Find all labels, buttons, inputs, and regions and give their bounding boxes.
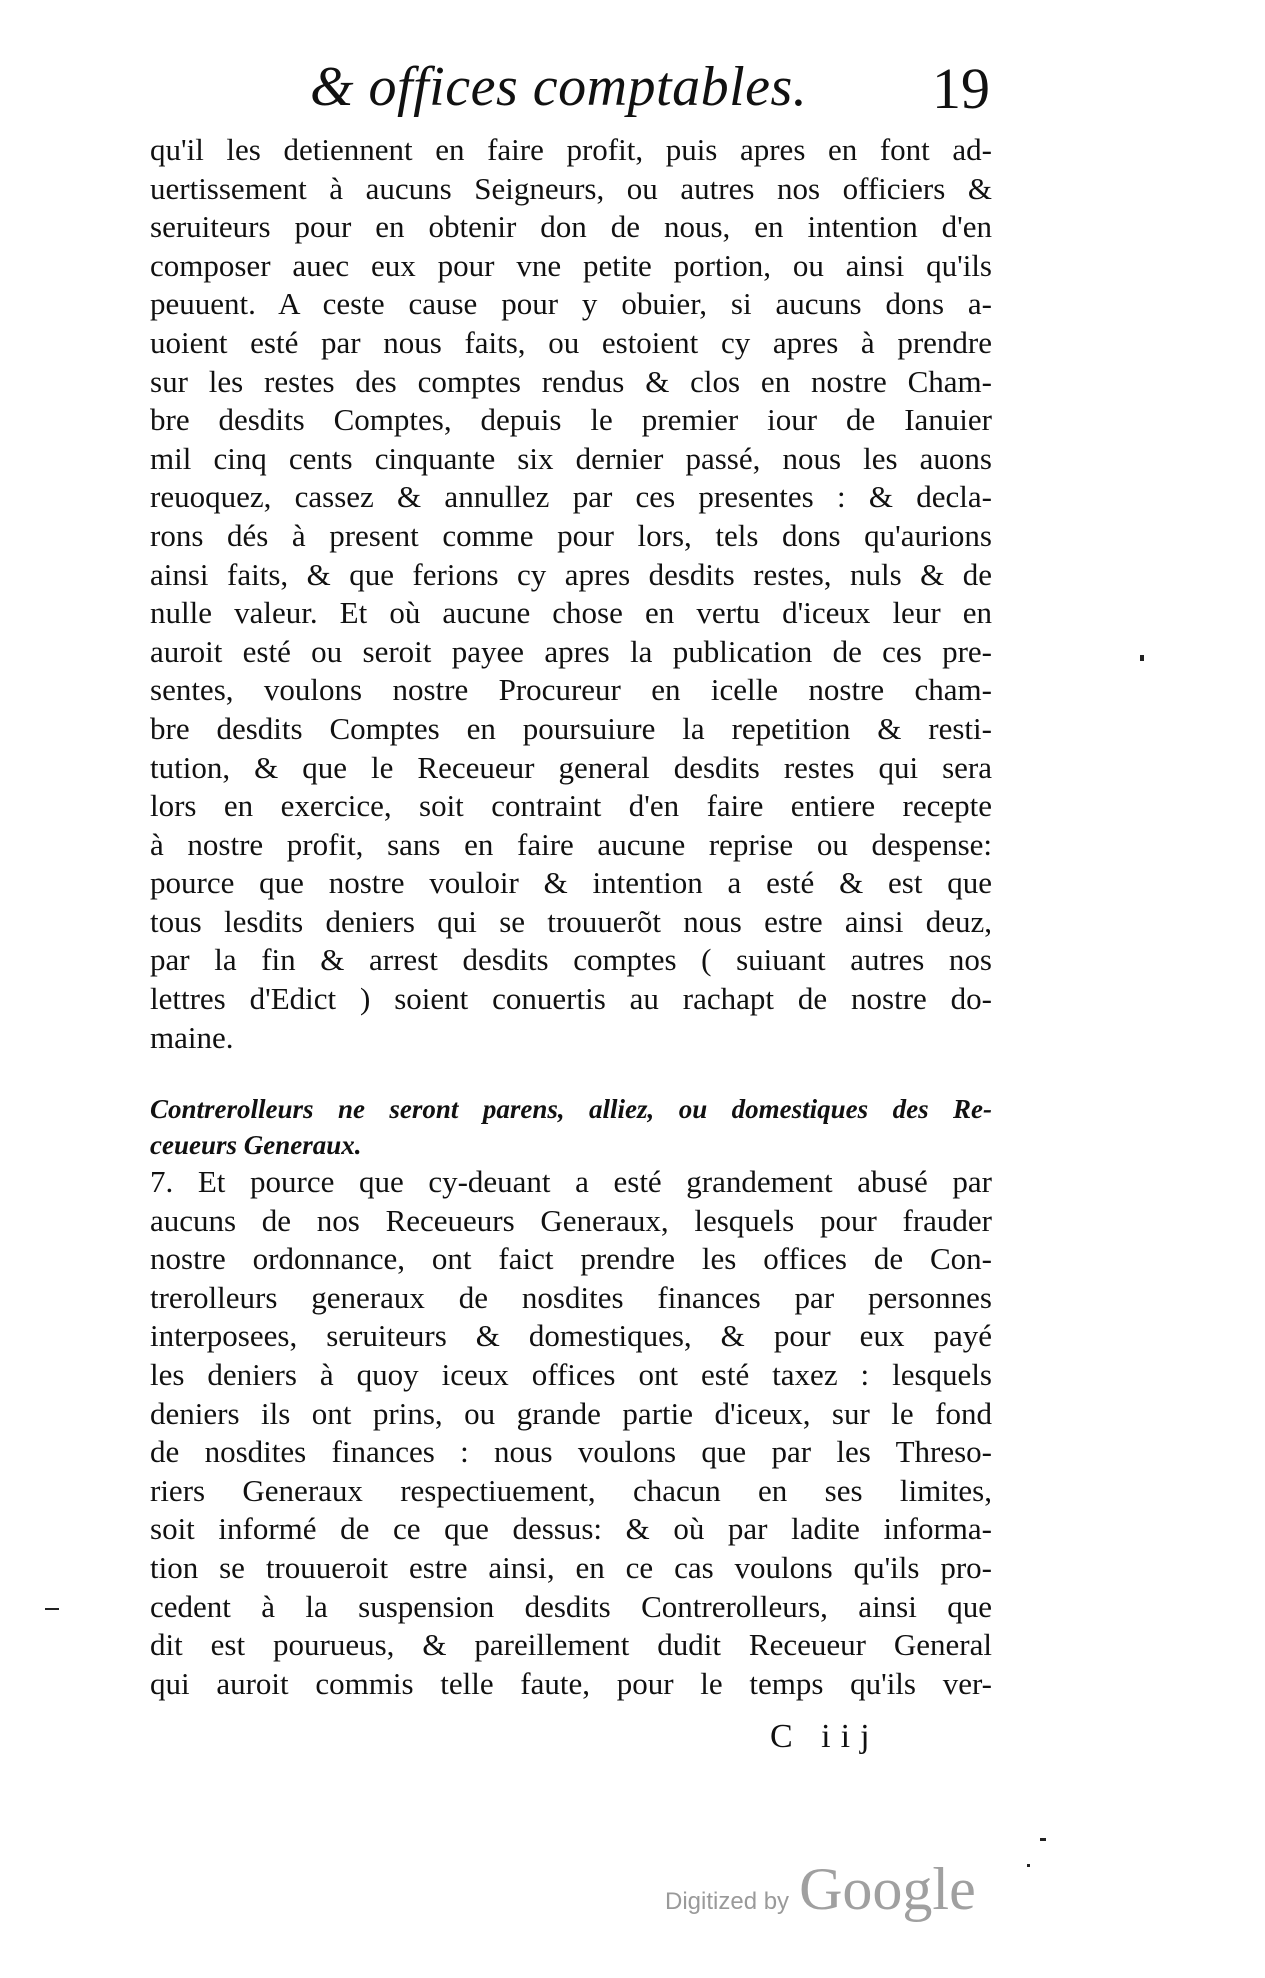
text-line: uoient esté par nous faits, ou estoient cy apres à prendre (150, 324, 992, 360)
text-line: pource que nostre vouloir & intention a esté & est que (150, 865, 992, 901)
scan-speck (1140, 655, 1144, 661)
text-line: dit est pourueus, & pareillement dudit Receueur General (150, 1627, 992, 1663)
text-line: maine. (150, 1019, 234, 1055)
heading-line: ceueurs Generaux. (150, 1130, 362, 1160)
text-line: tous lesdits deniers qui se trouuerõt nous estre ainsi deuz, (150, 903, 992, 939)
text-line: qu'il les detiennent en faire profit, puis apres en font ad- (150, 132, 992, 167)
heading-line: Contrerolleurs ne seront parens, alliez, ou domestiques des Re- (150, 1094, 992, 1124)
text-line: lettres d'Edict ) soient conuertis au rachapt de nostre do- (150, 981, 992, 1017)
text-line: auroit esté ou seroit payee apres la publication de ces pre- (150, 633, 992, 669)
running-title: & offices comptables. (310, 56, 808, 118)
text-line: 7. Et pource que cy-deuant a esté grandement abusé par (150, 1164, 992, 1199)
text-line: sentes, voulons nostre Procureur en icelle nostre cham- (150, 672, 992, 708)
text-line: rons dés à present comme pour lors, tels dons qu'aurions (150, 517, 992, 553)
text-line: qui auroit commis telle faute, pour le temps qu'ils ver- (150, 1665, 992, 1701)
text-line: ainsi faits, & que ferions cy apres desdits restes, nuls & de (150, 556, 992, 592)
text-line: seruiteurs pour en obtenir don de nous, en intention d'en (150, 209, 992, 245)
text-line: aucuns de nos Receueurs Generaux, lesquels pour frauder (150, 1202, 992, 1238)
text-line: reuoquez, cassez & annullez par ces presentes : & decla- (150, 479, 992, 515)
text-line: lors en exercice, soit contraint d'en faire entiere recepte (150, 788, 992, 824)
text-line: bre desdits Comptes, depuis le premier iour de Ianuier (150, 402, 992, 438)
text-line: sur les restes des comptes rendus & clos en nostre Cham- (150, 363, 992, 399)
text-line: bre desdits Comptes en poursuiure la repetition & resti- (150, 710, 992, 746)
text-line: trerolleurs generaux de nosdites finances par personnes (150, 1279, 992, 1315)
text-line: de nosdites finances : nous voulons que par les Threso- (150, 1434, 992, 1470)
text-line: uertissement à aucuns Seigneurs, ou autres nos officiers & (150, 170, 992, 206)
text-line: riers Generaux respectiuement, chacun en ses limites, (150, 1472, 992, 1508)
text-line: tion se trouueroit estre ainsi, en ce cas voulons qu'ils pro- (150, 1549, 992, 1585)
digitization-watermark (665, 1855, 976, 1924)
text-line: composer auec eux pour vne petite portion, ou ainsi qu'ils (150, 247, 992, 283)
scan-speck (45, 1608, 59, 1610)
paragraph-1 (150, 131, 992, 1057)
text-line: par la fin & arrest desdits comptes ( suiuant autres nos (150, 942, 992, 978)
google-logo: Google (799, 1856, 976, 1922)
text-line: soit informé de ce que dessus: & où par ladite informa- (150, 1511, 992, 1547)
text-line: nulle valeur. Et où aucune chose en vertu d'iceux leur en (150, 595, 992, 631)
text-line: les deniers à quoy iceux offices ont esté taxez : lesquels (150, 1356, 992, 1392)
scan-speck (1040, 1838, 1046, 1841)
text-line: tution, & que le Receueur general desdits restes qui sera (150, 749, 992, 785)
paragraph-2 (150, 1163, 992, 1703)
scan-speck (1027, 1864, 1030, 1867)
side-heading (150, 1091, 992, 1163)
text-line: deniers ils ont prins, ou grande partie d'iceux, sur le fond (150, 1395, 992, 1431)
page-number: 19 (932, 56, 990, 121)
text-line: peuuent. A ceste cause pour y obuier, si aucuns dons a- (150, 286, 992, 322)
watermark-prefix: Digitized by (665, 1888, 790, 1915)
page-header (150, 55, 1000, 135)
text-line: mil cinq cents cinquante six dernier passé, nous les auons (150, 440, 992, 476)
text-line: interposees, seruiteurs & domestiques, & pour eux payé (150, 1318, 992, 1354)
signature-mark: C iij (770, 1718, 880, 1755)
text-line: à nostre profit, sans en faire aucune reprise ou despense: (150, 826, 992, 862)
text-line: nostre ordonnance, ont faict prendre les offices de Con- (150, 1241, 992, 1277)
text-line: cedent à la suspension desdits Contrerolleurs, ainsi que (150, 1588, 992, 1624)
